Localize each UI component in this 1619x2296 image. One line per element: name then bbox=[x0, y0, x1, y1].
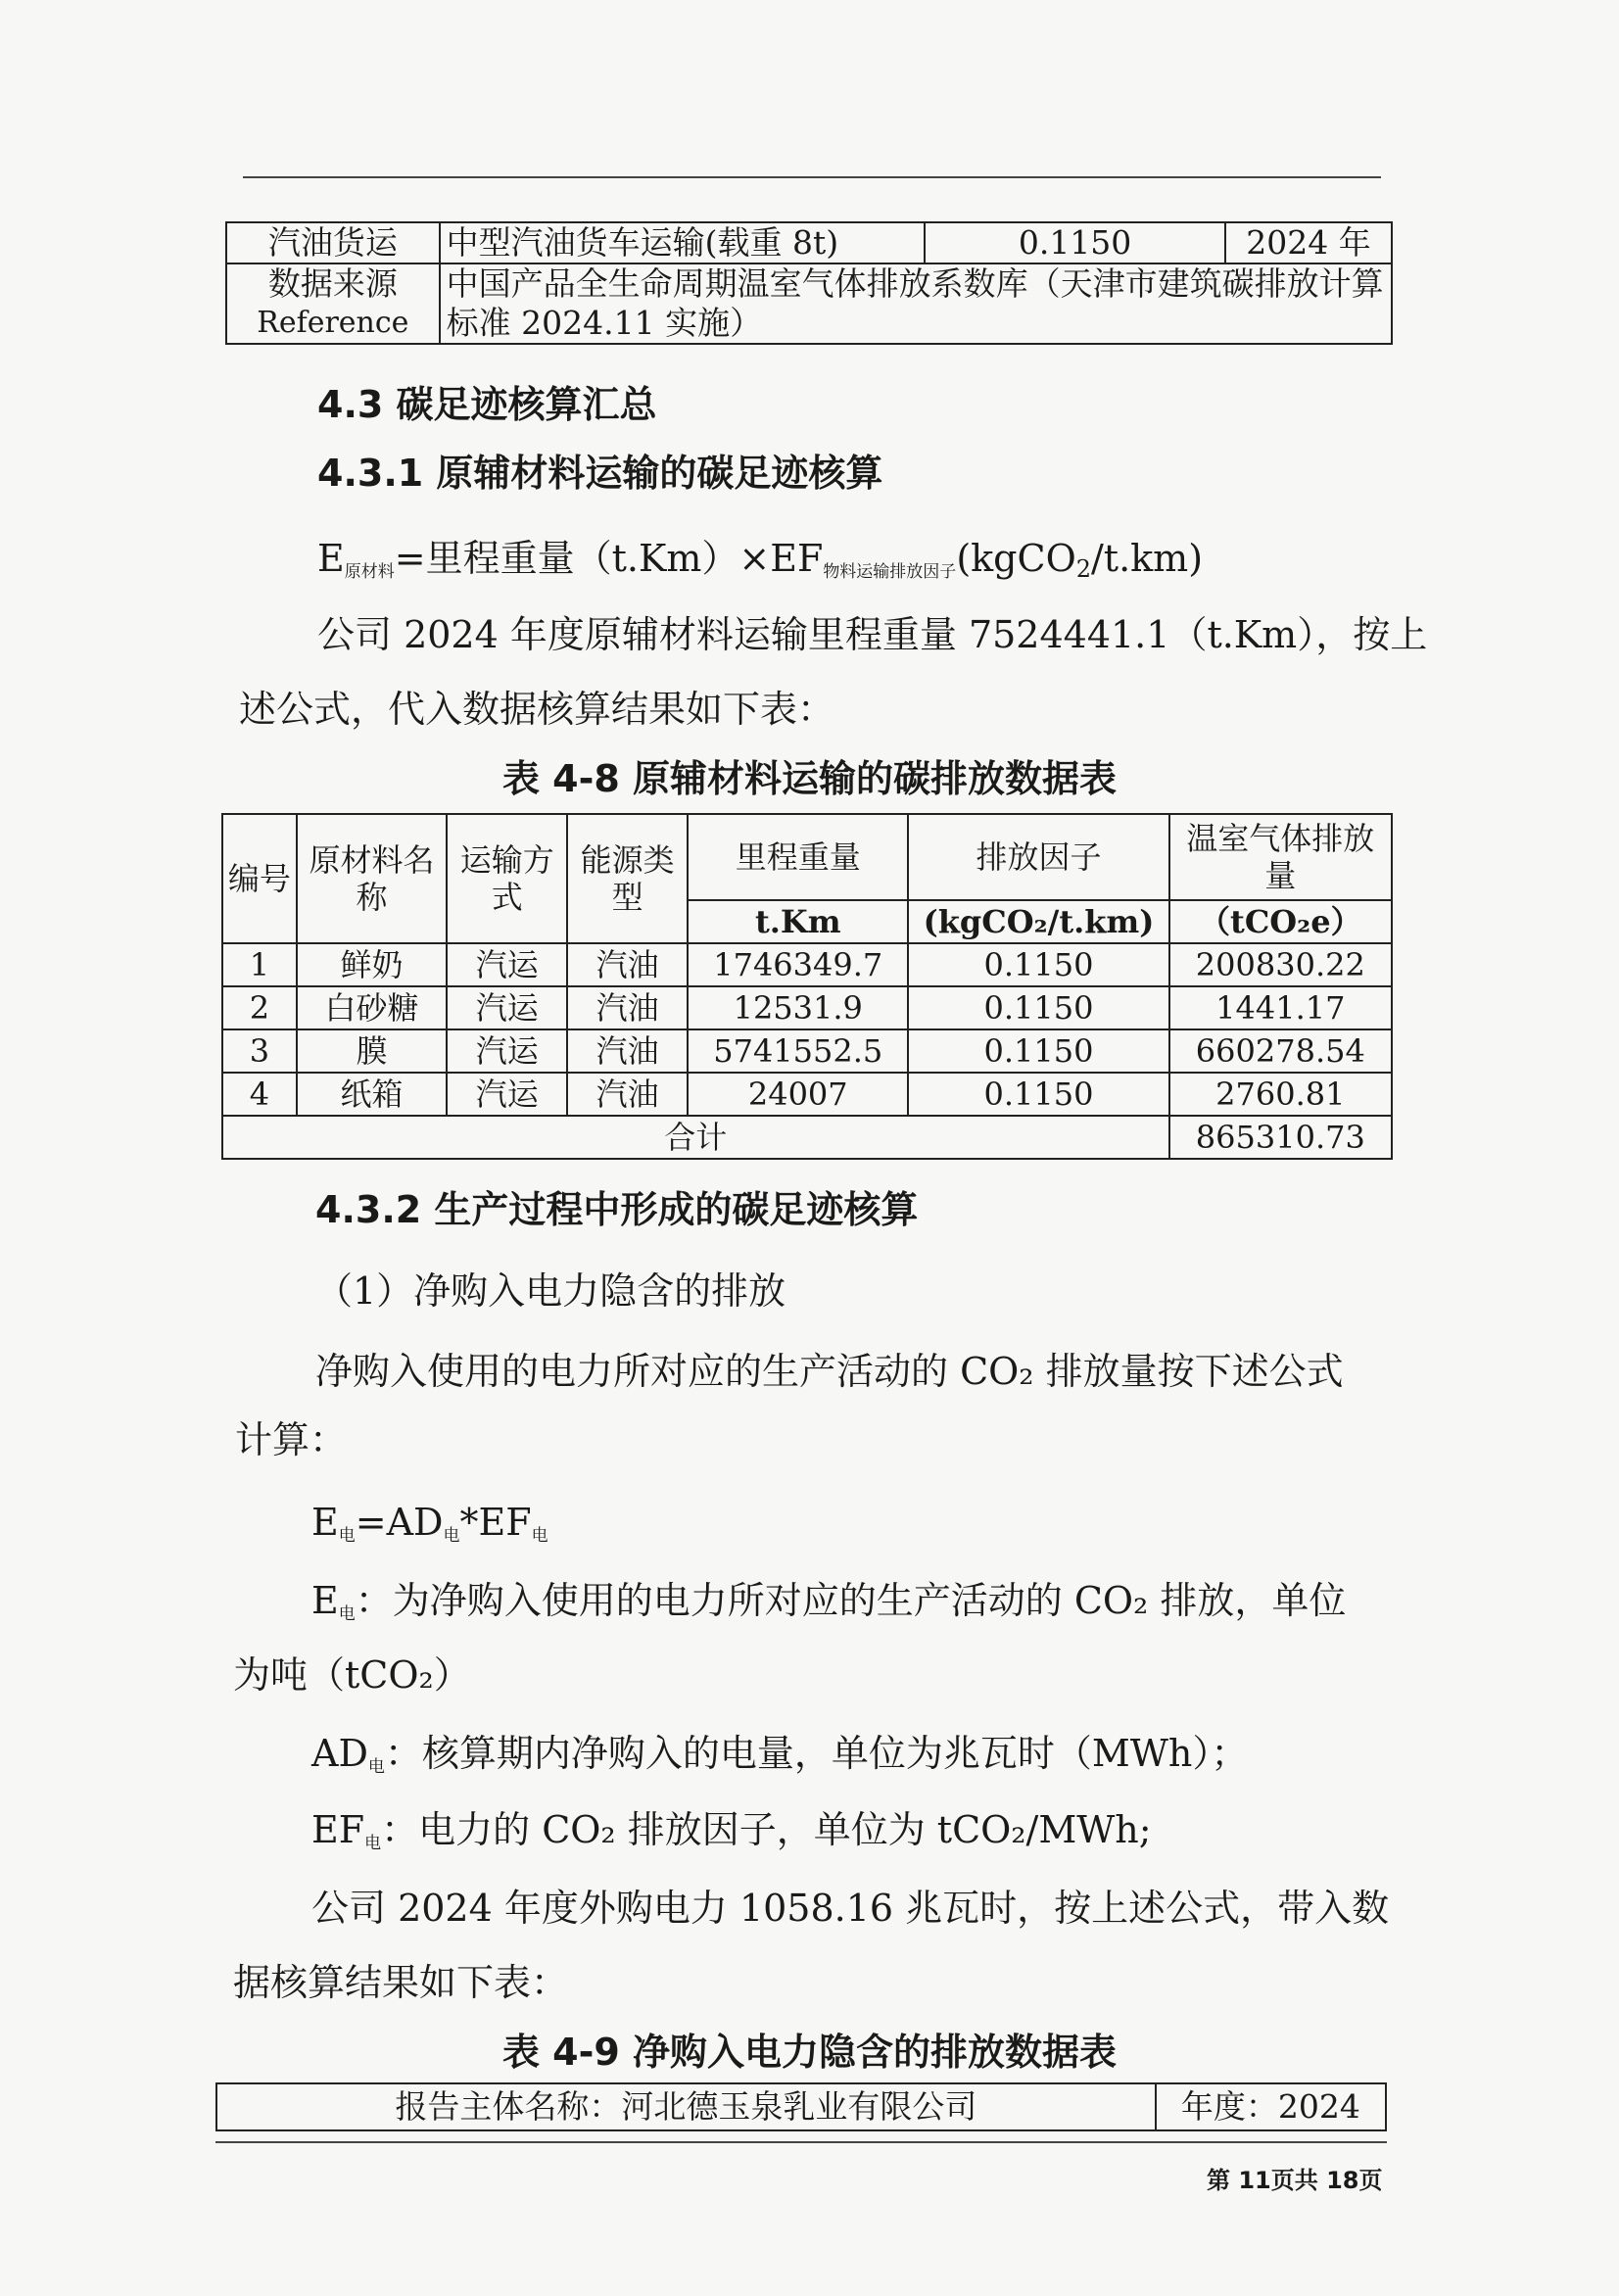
paragraph-line: 公司 2024 年度原辅材料运输里程重量 7524441.1（t.Km），按上 bbox=[317, 613, 1428, 656]
total-label: 合计 bbox=[222, 1116, 1169, 1159]
formula-unit-post: /t.km) bbox=[1091, 537, 1204, 580]
header-transport: 运输方式 bbox=[447, 814, 567, 943]
cell-energy: 汽油 bbox=[567, 986, 688, 1029]
definition-line bbox=[311, 1806, 1152, 1867]
cell-num: 4 bbox=[222, 1073, 297, 1116]
formula-line bbox=[317, 535, 1203, 596]
formula-ef-sub: 物料运输排放因子 bbox=[823, 562, 957, 582]
def-sub: 电 bbox=[367, 1757, 385, 1777]
def-text: ：核算期内净购入的电量，单位为兆瓦时（MWh）； bbox=[384, 1732, 1249, 1775]
cell-factor: 0.1150 bbox=[908, 1073, 1168, 1116]
cell-factor: 0.1150 bbox=[908, 1029, 1168, 1073]
cell-num: 3 bbox=[222, 1029, 297, 1073]
table-row bbox=[222, 1029, 1392, 1073]
subsection-heading: 4.3.1 原辅材料运输的碳足迹核算 bbox=[317, 452, 883, 495]
cell-material: 纸箱 bbox=[297, 1073, 448, 1116]
cell-distance: 5741552.5 bbox=[688, 1029, 908, 1073]
header-rule bbox=[243, 176, 1381, 178]
formula-e-sub: 原材料 bbox=[344, 562, 395, 582]
cell-distance: 1746349.7 bbox=[688, 943, 908, 986]
cell-num: 2 bbox=[222, 986, 297, 1029]
formula-e: E bbox=[311, 1501, 339, 1544]
formula-unit-pre: (kgCO bbox=[956, 537, 1076, 580]
cell-num: 1 bbox=[222, 943, 297, 986]
list-item: （1）净购入电力隐含的排放 bbox=[315, 1269, 786, 1313]
cell-factor: 0.1150 bbox=[908, 986, 1168, 1029]
table-row bbox=[226, 263, 1392, 344]
header-distance: 里程重量 bbox=[688, 814, 908, 900]
total-row bbox=[222, 1116, 1392, 1159]
cell-factor: 0.1150 bbox=[908, 943, 1168, 986]
total-value: 865310.73 bbox=[1169, 1116, 1392, 1159]
definition-line: 为吨（tCO₂） bbox=[233, 1653, 471, 1697]
section-heading: 4.3 碳足迹核算汇总 bbox=[317, 383, 657, 426]
cell-distance: 12531.9 bbox=[688, 986, 908, 1029]
header-ghg-unit: （tCO₂e） bbox=[1169, 900, 1392, 943]
definition-line bbox=[311, 1730, 1248, 1791]
def-term: E bbox=[311, 1579, 339, 1622]
formula-sub: 电 bbox=[443, 1526, 460, 1546]
def-sub: 电 bbox=[338, 1604, 356, 1624]
footer-entity: 报告主体名称：河北德玉泉乳业有限公司 bbox=[216, 2083, 1156, 2130]
emission-factor-table bbox=[225, 221, 1393, 345]
formula-sub: 电 bbox=[338, 1526, 356, 1546]
cell-ghg: 2760.81 bbox=[1169, 1073, 1392, 1116]
cell-ghg: 660278.54 bbox=[1169, 1029, 1392, 1073]
def-term: EF bbox=[311, 1808, 365, 1851]
cell-ghg: 1441.17 bbox=[1169, 986, 1392, 1029]
reference-label-cn: 数据来源 bbox=[267, 264, 398, 303]
cell-energy: 汽油 bbox=[567, 943, 688, 986]
header-distance-unit: t.Km bbox=[688, 900, 908, 943]
footer-year: 年度：2024 bbox=[1156, 2083, 1386, 2130]
footer-rule bbox=[215, 2141, 1387, 2143]
def-text: ：电力的 CO₂ 排放因子，单位为 tCO₂/MWh; bbox=[381, 1808, 1152, 1851]
header-ghg: 温室气体排放量 bbox=[1169, 814, 1392, 900]
definition-line bbox=[311, 1577, 1346, 1638]
formula-unit-sub: 2 bbox=[1075, 555, 1091, 583]
cell-transport: 汽运 bbox=[447, 1073, 567, 1116]
header-factor-unit: (kgCO₂/t.km) bbox=[908, 900, 1168, 943]
mode-cell: 中型汽油货车运输(载重 8t) bbox=[440, 222, 925, 263]
cell-material: 鲜奶 bbox=[297, 943, 448, 986]
formula-e: E bbox=[317, 537, 345, 580]
cell-ghg: 200830.22 bbox=[1169, 943, 1392, 986]
reference-label-en: Reference bbox=[257, 306, 409, 340]
def-term: AD bbox=[311, 1732, 368, 1775]
cell-transport: 汽运 bbox=[447, 943, 567, 986]
table-row bbox=[222, 943, 1392, 986]
header-num: 编号 bbox=[222, 814, 297, 943]
category-cell: 汽油货运 bbox=[226, 222, 440, 263]
footer-table bbox=[215, 2082, 1387, 2131]
table-row bbox=[222, 986, 1392, 1029]
factor-cell: 0.1150 bbox=[925, 222, 1225, 263]
year-cell: 2024 年 bbox=[1225, 222, 1392, 263]
formula-sub: 电 bbox=[531, 1526, 548, 1546]
page-number: 第 11页共 18页 bbox=[1207, 2167, 1383, 2194]
cell-energy: 汽油 bbox=[567, 1073, 688, 1116]
table-caption: 表 4-9 净购入电力隐含的排放数据表 bbox=[501, 2031, 1118, 2074]
cell-distance: 24007 bbox=[688, 1073, 908, 1116]
transport-emission-table bbox=[221, 813, 1393, 1160]
header-material: 原材料名称 bbox=[297, 814, 448, 943]
formula-line bbox=[311, 1499, 548, 1559]
cell-transport: 汽运 bbox=[447, 986, 567, 1029]
cell-energy: 汽油 bbox=[567, 1029, 688, 1073]
paragraph-line: 公司 2024 年度外购电力 1058.16 兆瓦时，按上述公式，带入数 bbox=[311, 1887, 1390, 1930]
subsection-heading: 4.3.2 生产过程中形成的碳足迹核算 bbox=[315, 1188, 919, 1231]
header-row bbox=[222, 814, 1392, 900]
paragraph-line: 述公式，代入数据核算结果如下表： bbox=[239, 688, 835, 731]
cell-material: 白砂糖 bbox=[297, 986, 448, 1029]
def-sub: 电 bbox=[364, 1834, 382, 1853]
formula-ad: =AD bbox=[355, 1501, 444, 1544]
formula-ef: *EF bbox=[459, 1501, 532, 1544]
cell-material: 膜 bbox=[297, 1029, 448, 1073]
header-energy: 能源类型 bbox=[567, 814, 688, 943]
header-factor: 排放因子 bbox=[908, 814, 1168, 900]
paragraph-line: 净购入使用的电力所对应的生产活动的 CO₂ 排放量按下述公式 bbox=[315, 1350, 1344, 1393]
paragraph-line: 计算： bbox=[235, 1418, 348, 1461]
formula-mid: =里程重量（t.Km）×EF bbox=[394, 537, 824, 580]
reference-text-cell: 中国产品全生命周期温室气体排放系数库（天津市建筑碳排放计算标准 2024.11 实施） bbox=[440, 263, 1392, 344]
paragraph-line: 据核算结果如下表： bbox=[233, 1961, 569, 2004]
reference-label-cell bbox=[226, 263, 440, 344]
cell-transport: 汽运 bbox=[447, 1029, 567, 1073]
def-text: ：为净购入使用的电力所对应的生产活动的 CO₂ 排放，单位 bbox=[355, 1579, 1347, 1622]
table-row bbox=[216, 2083, 1386, 2130]
table-caption: 表 4-8 原辅材料运输的碳排放数据表 bbox=[501, 757, 1118, 800]
table-row bbox=[226, 222, 1392, 263]
table-row bbox=[222, 1073, 1392, 1116]
